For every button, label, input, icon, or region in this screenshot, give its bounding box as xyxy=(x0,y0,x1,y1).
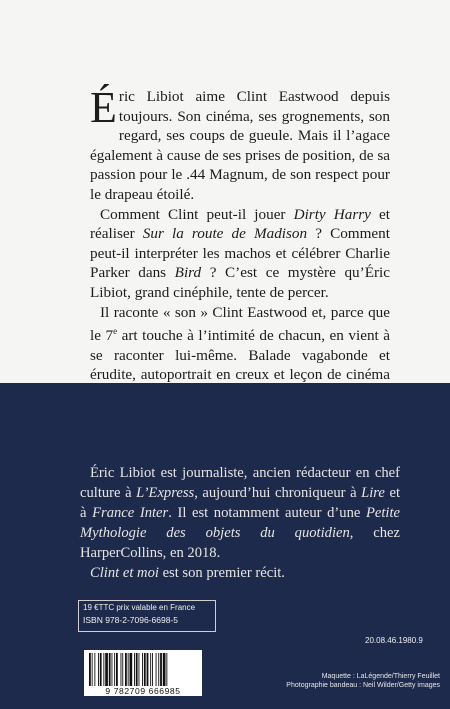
barcode-bars xyxy=(88,653,198,686)
barcode-bar xyxy=(92,653,93,686)
barcode-bar xyxy=(121,653,122,686)
bio-paragraph-1 xyxy=(80,463,400,563)
publication-france-inter: France Inter xyxy=(92,505,169,521)
title-clint-et-moi-bio: Clint et moi xyxy=(90,565,159,581)
blurb-paragraph-2 xyxy=(90,205,390,303)
author-bio xyxy=(80,463,400,583)
bio-p1-d: . Il est notamment auteur d’une xyxy=(168,505,366,521)
blurb-text xyxy=(90,83,391,424)
isbn-label: ISBN 978-2-7096-6698-5 xyxy=(83,615,178,625)
barcode-bar xyxy=(163,653,166,686)
bio-p1-c: et à xyxy=(80,485,400,521)
blurb-p2-b: et réaliser xyxy=(90,205,390,243)
bio-p1-a: Éric Libiot est journaliste, ancien rédacteur en chef culture à xyxy=(80,465,400,501)
bio-paragraph-2 xyxy=(80,563,400,583)
title-dirty-harry: Dirty Harry xyxy=(293,205,371,223)
blurb-p2-c: ? Comment peut-il interpréter les machos et célébrer Charlie Parker dans xyxy=(90,225,390,282)
credit-maquette: Maquette : LaLégende/Thierry Feuillet xyxy=(321,673,440,680)
bio-p2-a: est son premier récit. xyxy=(158,565,285,581)
barcode-bar xyxy=(150,653,151,686)
barcode-bar xyxy=(134,653,135,686)
barcode-bar xyxy=(98,653,99,686)
barcode-bar xyxy=(152,653,153,686)
barcode-bar xyxy=(122,653,123,686)
barcode-bar xyxy=(160,653,162,686)
barcode-bar xyxy=(139,653,140,686)
author-panel xyxy=(0,383,450,709)
publication-lire: Lire xyxy=(361,485,385,501)
barcode-bar xyxy=(103,653,104,686)
title-bird: Bird xyxy=(174,264,202,282)
barcode-bar xyxy=(156,653,157,686)
title-petite-mythologie: Petite Mythologie des objets du quotidien xyxy=(80,505,400,541)
blurb-p2-d: ? C’est ce mystère qu’Éric Libiot, grand cinéphile, tente de percer. xyxy=(90,264,390,301)
barcode-bar xyxy=(112,653,113,686)
barcode-bar xyxy=(144,653,146,686)
barcode-bar xyxy=(125,653,127,686)
bio-p1-e: , chez HarperCollins, en 2018. xyxy=(80,525,400,561)
barcode-bar xyxy=(105,653,108,686)
barcode-bar xyxy=(100,653,102,686)
barcode-number: 9 782709 666985 xyxy=(105,686,181,696)
barcode-bar xyxy=(94,653,95,686)
barcode-bar xyxy=(130,653,133,686)
blurb-paragraph-1 xyxy=(90,83,390,205)
barcode-bar xyxy=(147,653,149,686)
blurb-p3-b: art touche à l’intimité de chacun, en vient à se raconter lui-même. Balade vagabonde et érudite, autoportrait en creux et leçon de cinéma xyxy=(90,327,391,384)
blurb-p3-a: Il raconte « son » Clint Eastwood et, parce que le 7 xyxy=(90,303,390,345)
barcode-bar xyxy=(128,653,129,686)
superscript-e: e xyxy=(113,326,118,337)
barcode-bar xyxy=(136,653,138,686)
publication-lexpress: L’Express xyxy=(136,485,195,501)
credits xyxy=(286,672,440,690)
bio-p1-b: , aujourd’hui chroniqueur à xyxy=(194,485,362,501)
barcode-bar xyxy=(114,653,115,686)
drop-cap: É xyxy=(90,83,117,132)
barcode-bar xyxy=(158,653,159,686)
barcode-bar xyxy=(89,653,91,686)
barcode-bar xyxy=(142,653,143,686)
title-sur-la-route: Sur la route de Madison xyxy=(142,225,308,243)
price-isbn-box xyxy=(78,600,216,632)
blurb-p1-text: ric Libiot aime Clint Eastwood depuis toujours. Son cinéma, ses grognements, son regard, ses coups de gueule. Mais il l’agace également à cause de ses prises de position, de sa passion pour le .44 Magnum, de son respect pour le drapeau étoilé. xyxy=(90,88,390,203)
product-code: 20.08.46.1980.9 xyxy=(365,636,423,645)
barcode-bar xyxy=(109,653,111,686)
barcode-bar xyxy=(166,653,167,686)
barcode-bar xyxy=(116,653,118,686)
price-label: 19 €TTC prix valable en France xyxy=(83,603,196,612)
blurb-p2-a: Comment Clint peut-il jouer xyxy=(100,205,294,223)
barcode xyxy=(84,650,202,696)
credit-photo: Photographie bandeau : Neil Wilder/Getty images xyxy=(286,682,440,689)
